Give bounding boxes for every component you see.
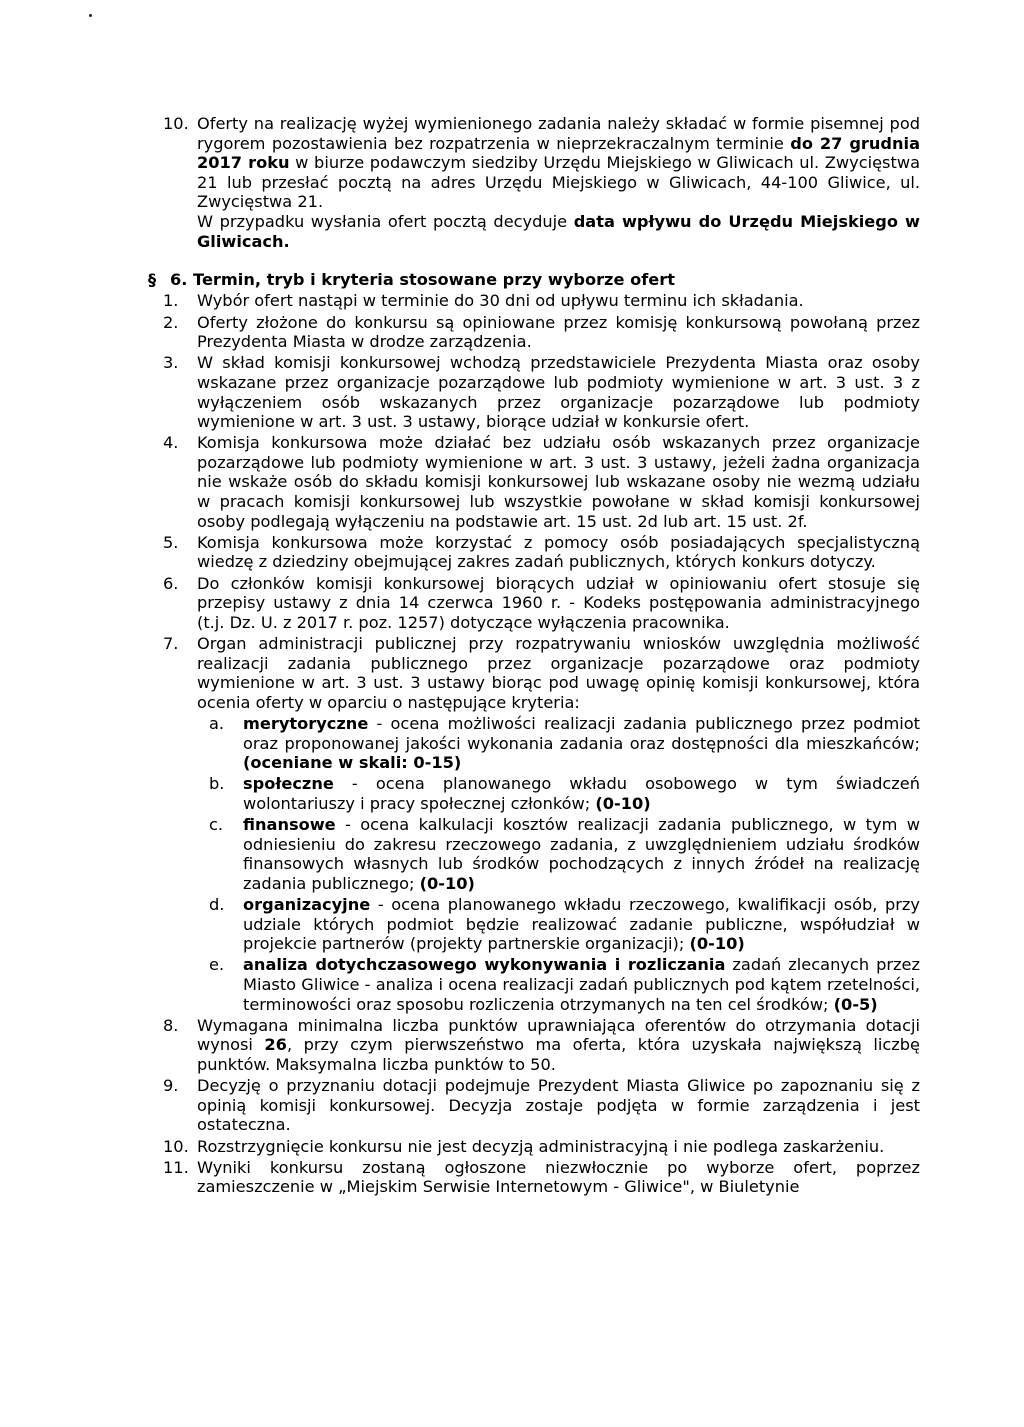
item-text: Komisja konkursowa może działać bez udziału osób wskazanych przez organizacje pozarządowe lub podmioty wymienione w art. 3 ust. 3 ustawy, jeżeli żadna organizacja nie wskaże osób do składu komisji konkursowej lub wskazane osoby nie wezmą udziału w pracach komisji konkursowej lub wszystkie powołane w skład komisji konkursowej osoby podlegają wyłączeniu na podstawie art. 15 ust. 2d lub art. 15 ust. 2f. [197,433,920,531]
list-item [163,313,920,352]
item-text: Decyzję o przyznaniu dotacji podejmuje Prezydent Miasta Gliwice po zapoznaniu się z opinią komisji konkursowej. Decyzja zostaje podjęta w formie zarządzenia i jest ostateczna. [197,1076,920,1135]
item-text: Rozstrzygnięcie konkursu nie jest decyzją administracyjną i nie podlega zaskarżeniu. [197,1136,885,1156]
criteria-list [197,714,920,1014]
item-text: Komisja konkursowa może korzystać z pomocy osób posiadających specjalistyczną wiedzę z dziedziny obejmującej zakres zadań publicznych, których konkurs dotyczy. [197,532,920,572]
item-number: 10. [163,114,189,133]
item-number: 1. [163,291,179,311]
criterion-item: c. finansowe - ocena kalkulacji kosztów realizacji zadania publicznego, w tym w odniesieniu do zakresu rzeczowego zadania, z uwzględnieniem udziału środków finansowych własnych lub środków pochodzących z innych źródeł na realizację zadania publicznego; (0-10) [209,815,920,893]
section-sign: § [148,270,157,290]
list-item [163,634,920,1014]
list-item [163,1016,920,1075]
item-number: 10. [163,1136,189,1156]
list-item [163,433,920,531]
list-item [163,1076,920,1135]
item-number: 9. [163,1076,179,1096]
criterion-letter: b. [209,774,225,794]
deadline: do 27 grudnia 2017 roku [197,133,921,173]
criterion-letter: d. [209,895,225,915]
item-text: Wyniki konkursu zostaną ogłoszone niezwłocznie po wyborze ofert, poprzez zamieszczenie w „Miejskim Serwisie Internetowym - Gliwice", w Biuletynie [197,1157,920,1197]
item-text: Do członków komisji konkursowej biorących udział w opiniowaniu ofert stosuje się przepisy ustawy z dnia 14 czerwca 1960 r. - Kodeks postępowania administracyjnego (t.j. Dz. U. z 2017 r. poz. 1257) dotyczące wyłączenia pracownika. [197,573,920,632]
item-text: W skład komisji konkursowej wchodzą przedstawiciele Prezydenta Miasta oraz osoby wskazane przez organizacje pozarządowe lub podmioty wymienione w art. 3 ust. 3 z wyłączeniem osób wskazanych przez organizacje pozarządowe lub podmioty wymienione w art. 3 ust. 3 ustawy, biorące udział w konkursie ofert. [197,353,920,432]
point-10 [163,114,920,251]
list-item [163,291,920,311]
criterion-name: społeczne [243,774,334,794]
receipt-note: data wpływu do Urzędu Miejskiego w Gliwicach. [197,211,920,251]
criterion-letter: c. [209,815,224,835]
section-heading [148,270,920,290]
criterion-name: analiza dotychczasowego wykonywania i rozliczania [243,955,726,975]
scan-speck [89,14,92,17]
list-item [163,533,920,572]
list-item [163,1158,920,1197]
numbered-list [163,291,920,1197]
item-text: Oferty na realizację wyżej wymienionego zadania należy składać w formie pisemnej pod rygorem pozostawienia bez rozpatrzenia w nieprzekraczalnym terminie do 27 grudnia 2017 roku w biurze podawczym siedziby Urzędu Miejskiego w Gliwicach ul. Zwycięstwa 21 lub przesłać pocztą na adres Urzędu Miejskiego w Gliwicach, 44-100 Gliwice, ul. Zwycięstwa 21. W przypadku wysłania ofert pocztą decyduje data wpływu do Urzędu Miejskiego w Gliwicach. [197,114,921,251]
document-page [148,114,921,1197]
min-points: 26 [264,1035,287,1055]
item-number: 4. [163,433,179,453]
criterion-points: (0-5) [833,994,878,1014]
item-number: 7. [163,634,179,653]
criterion-letter: e. [209,955,225,975]
item-number: 8. [163,1015,179,1035]
list-item [163,1137,920,1157]
criterion-item: a. merytoryczne - ocena możliwości realizacji zadania publicznego przez podmiot oraz proponowanej jakości wykonania zadania oraz dostępności dla mieszkańców; (oceniane w skali: 0-15) [209,713,920,773]
criterion-name: organizacyjne [243,895,371,915]
item-number: 2. [163,312,179,332]
item-number: 3. [163,353,179,373]
criterion-points: (0-10) [595,793,651,813]
criterion-item: d. organizacyjne - ocena planowanego wkładu rzeczowego, kwalifikacji osób, przy udziale których podmiot będzie realizować zadanie publiczne, współudział w projekcie partnerów (projekty partnerskie organizacji); (0-10) [209,895,920,954]
item-number: 11. [163,1157,189,1177]
list-item [163,353,920,431]
criterion-points: (0-10) [689,934,745,954]
item-number: 6. [163,573,179,593]
section-title: 6. Termin, tryb i kryteria stosowane przy wyborze ofert [170,270,675,290]
item-text: Oferty złożone do konkursu są opiniowane przez komisję konkursową powołaną przez Prezydenta Miasta w drodze zarządzenia. [197,312,920,352]
criterion-letter: a. [209,713,225,733]
item-text: Wymagana minimalna liczba punktów uprawniająca oferentów do otrzymania dotacji wynosi 26, przy czym pierwszeństwo ma oferta, która uzyskała największą liczbę punktów. Maksymalna liczba punktów to 50. [197,1015,920,1075]
criterion-points: (oceniane w skali: 0-15) [243,753,462,773]
list-item [163,574,920,633]
item-text: Organ administracji publicznej przy rozpatrywaniu wniosków uwzględnia możliwość realizacji zadania publicznego przez organizacje pozarządowe oraz podmioty wymienione w art. 3 ust. 3 ustawy biorąc pod uwagę opinię komisji konkursowej, która ocenia oferty w oparciu o następujące kryteria: [197,634,920,712]
criterion-item: b. społeczne - ocena planowanego wkładu osobowego w tym świadczeń wolontariuszy i pracy społecznej członków; (0-10) [209,774,920,813]
criterion-points: (0-10) [419,873,475,893]
criterion-item: e. analiza dotychczasowego wykonywania i rozliczania zadań zlecanych przez Miasto Gliwice - analiza i ocena realizacji zadań publicznych pod kątem rzetelności, terminowości oraz sposobu rozliczenia otrzymanych na ten cel środków; (0-5) [209,955,920,1014]
item-number: 5. [163,532,179,552]
item-text: Wybór ofert nastąpi w terminie do 30 dni od upływu terminu ich składania. [197,291,804,311]
criterion-name: merytoryczne [243,713,369,733]
criterion-name: finansowe [243,815,336,835]
